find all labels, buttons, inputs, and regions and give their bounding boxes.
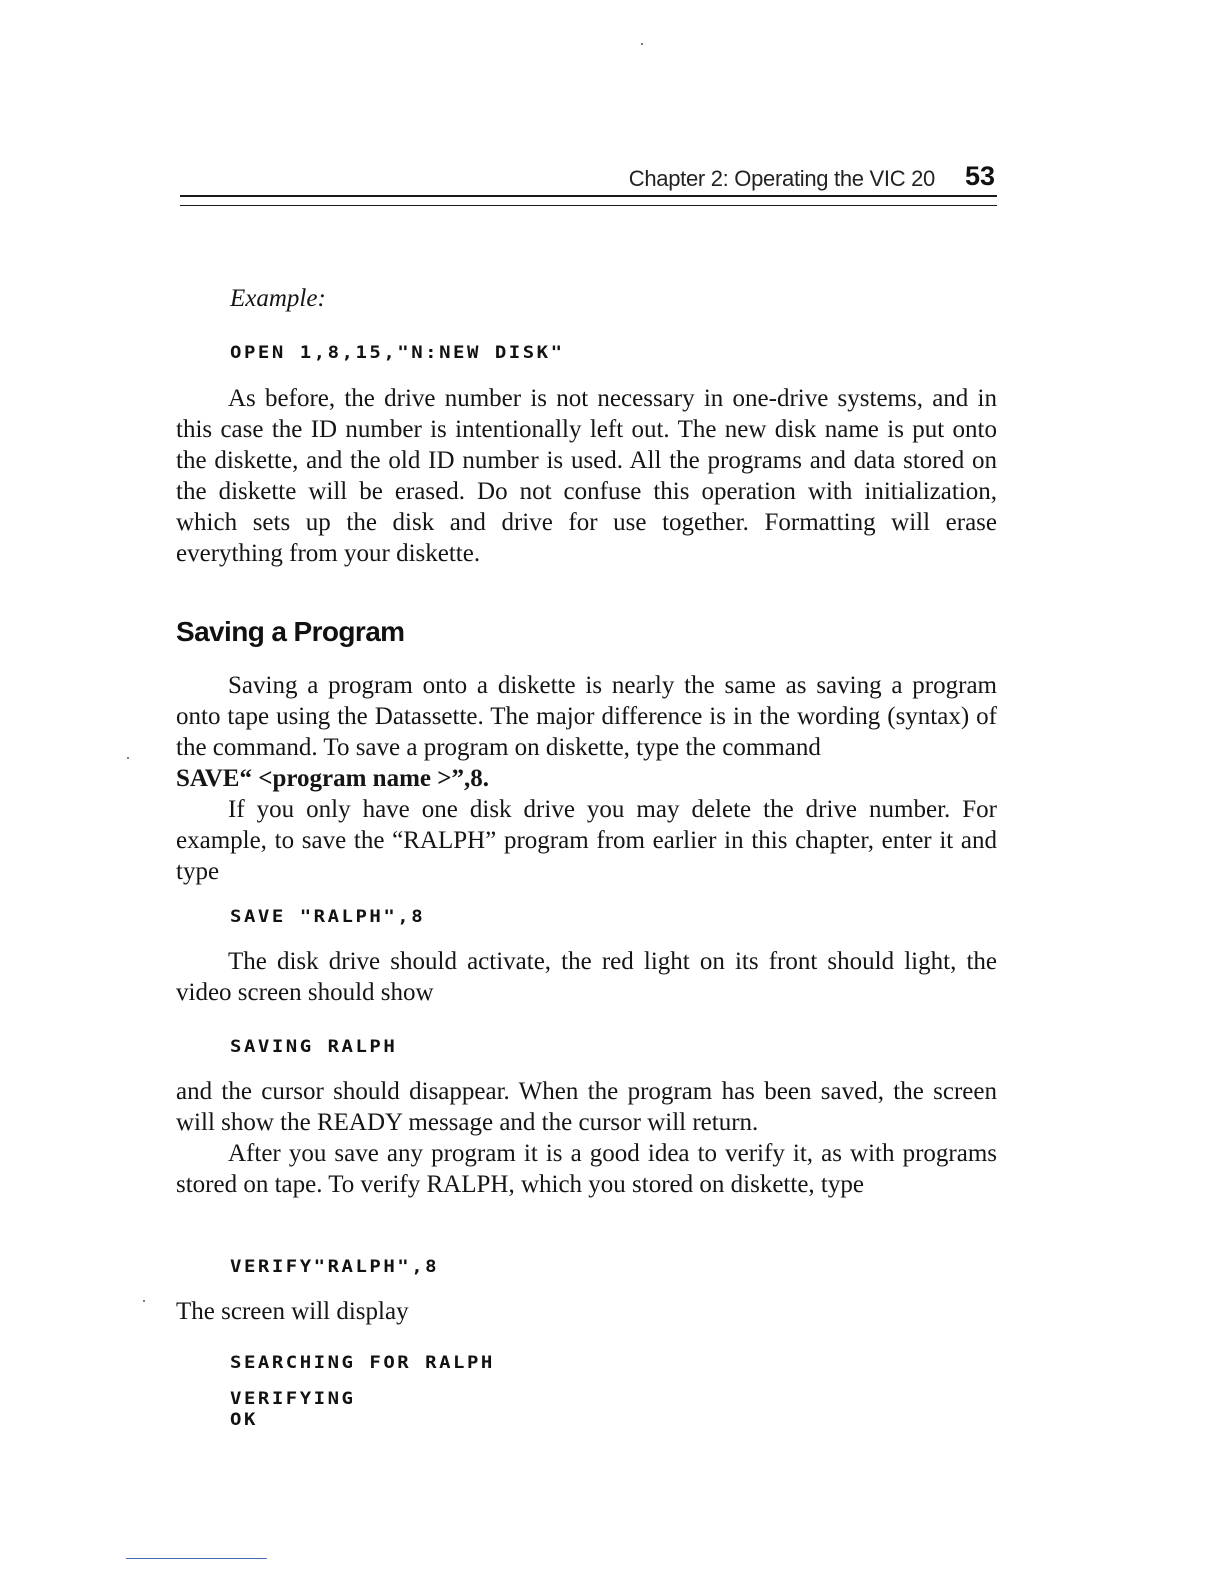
saving-intro-text: Saving a program onto a diskette is nearly the same as saving a program onto tape using the Datassette. The major difference is in the wording (syntax) of the command. To save a program on diskette, type the command <box>176 672 997 761</box>
paragraph-saving-intro <box>176 670 997 887</box>
paragraph-verify-intro: After you save any program it is a good idea to verify it, as with programs stored on tape. To verify RALPH, which you stored on diskette, type <box>176 1140 997 1198</box>
header-rule-thick <box>180 195 997 197</box>
paragraph-drive-activate <box>176 946 997 1008</box>
paragraph-text: and the cursor should disappear. When the program has been saved, the screen will show the READY message and the cursor will return. <box>176 1078 997 1136</box>
footer-rule <box>126 1558 267 1559</box>
code-searching: SEARCHING FOR RALPH <box>230 1352 495 1373</box>
paragraph-text: The screen will display <box>176 1298 409 1325</box>
running-head <box>180 160 997 196</box>
code-saving-ralph: SAVING RALPH <box>230 1036 398 1057</box>
code-verify-ralph: VERIFY"RALPH",8 <box>230 1256 440 1277</box>
scan-speck <box>641 43 643 45</box>
section-heading: Saving a Program <box>176 616 405 647</box>
page-number: 53 <box>964 161 995 191</box>
example-label: Example: <box>230 285 326 312</box>
paragraph-screen-display <box>176 1296 997 1327</box>
header-rule-thin <box>180 205 997 206</box>
paragraph-one-drive: If you only have one disk drive you may delete the drive number. For example, to save the “RALPH” program from earlier in this chapter, enter it and type <box>176 796 997 885</box>
code-verifying: VERIFYING <box>230 1388 356 1409</box>
paragraph-format-note <box>176 383 997 569</box>
scan-speck <box>143 1300 145 1302</box>
paragraph-text: The disk drive should activate, the red light on its front should light, the video screen should show <box>176 948 997 1006</box>
chapter-title: Chapter 2: Operating the VIC 20 <box>628 166 935 191</box>
paragraph-cursor-disappear <box>176 1076 997 1200</box>
code-ok: OK <box>230 1409 258 1430</box>
paragraph-text <box>176 670 997 794</box>
paragraph-text: As before, the drive number is not necessary in one-drive systems, and in this case the ID number is intentionally left out. The new disk name is put onto the diskette, and the old ID number is used. All the programs and data stored on the diskette will be erased. Do not confuse this operation with initialization, which sets up the disk and drive for use together. Formatting will erase everything from your diskette. <box>176 385 997 567</box>
code-open-new-disk: OPEN 1,8,15,"N:NEW DISK" <box>230 342 565 363</box>
scan-speck <box>127 757 129 759</box>
save-syntax: SAVE“ <program name >”,8. <box>176 765 490 792</box>
code-save-ralph: SAVE "RALPH",8 <box>230 906 426 927</box>
